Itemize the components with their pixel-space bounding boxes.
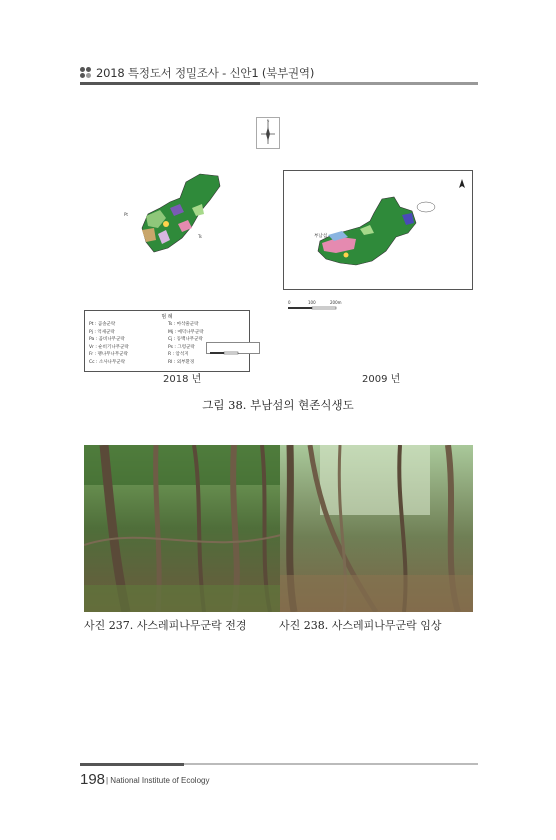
scale-label: 100 [308,300,316,305]
year-label-2018: 2018 년 [163,374,202,385]
legend-item: Pa : 곰비나무군락 [89,337,125,342]
island-label: 부남섬 [314,234,328,239]
running-header [80,64,478,84]
legend-item: R : 암석지 [168,352,189,357]
scale-label: 0 [288,300,291,305]
page-number: 198 [80,771,106,788]
legend [84,310,250,372]
scale-bar-2018 [206,342,260,354]
svg-text:Pt: Pt [124,212,128,217]
legend-item: Pj : 억새군락 [89,329,115,335]
legend-item: Cj : 동백나무군락 [168,337,203,342]
scale-bar-2009 [286,298,346,314]
photo-caption-right: 사진 238. 사스레피나무군락 임상 [279,619,442,632]
header-title: 2018 특정도서 정밀조사 - 신안1 (북부권역) [96,66,315,80]
photo-forest-floor [280,445,473,612]
scale-label: 200m [330,300,342,305]
legend-item: RI : 외부환경 [168,359,195,365]
legend-item: Ps : 그령군락 [168,344,195,350]
footer-org: | National Institute of Ecology [106,776,210,785]
legend-item: Fr : 팽나무나무군락 [89,352,128,357]
legend-item: Vr : 순비기나무군락 [89,344,129,350]
svg-text:N: N [266,119,270,123]
legend-title: 범 례 [161,314,173,320]
svg-text:Ts: Ts [198,234,202,239]
year-label-2009: 2009 년 [362,374,401,385]
legend-item: Pt : 곰솔군락 [89,322,116,327]
figure-caption: 그림 38. 부남섬의 현존식생도 [202,398,354,412]
photo-caption-left: 사진 237. 사스레피나무군락 전경 [84,619,247,632]
north-arrow-icon [256,117,280,149]
footer-rule-accent [80,763,184,766]
header-dots-icon [80,67,92,79]
vegetation-map-2018 [108,168,268,268]
photo-forest-overview [84,445,281,612]
header-rule-accent [80,82,260,85]
vegetation-map-2009 [283,170,473,290]
legend-item: Ts : 마삭줄군락 [168,322,199,327]
legend-item: Cc : 소사나무군락 [89,359,126,365]
legend-item: Mj : 예덕나무군락 [168,329,204,335]
